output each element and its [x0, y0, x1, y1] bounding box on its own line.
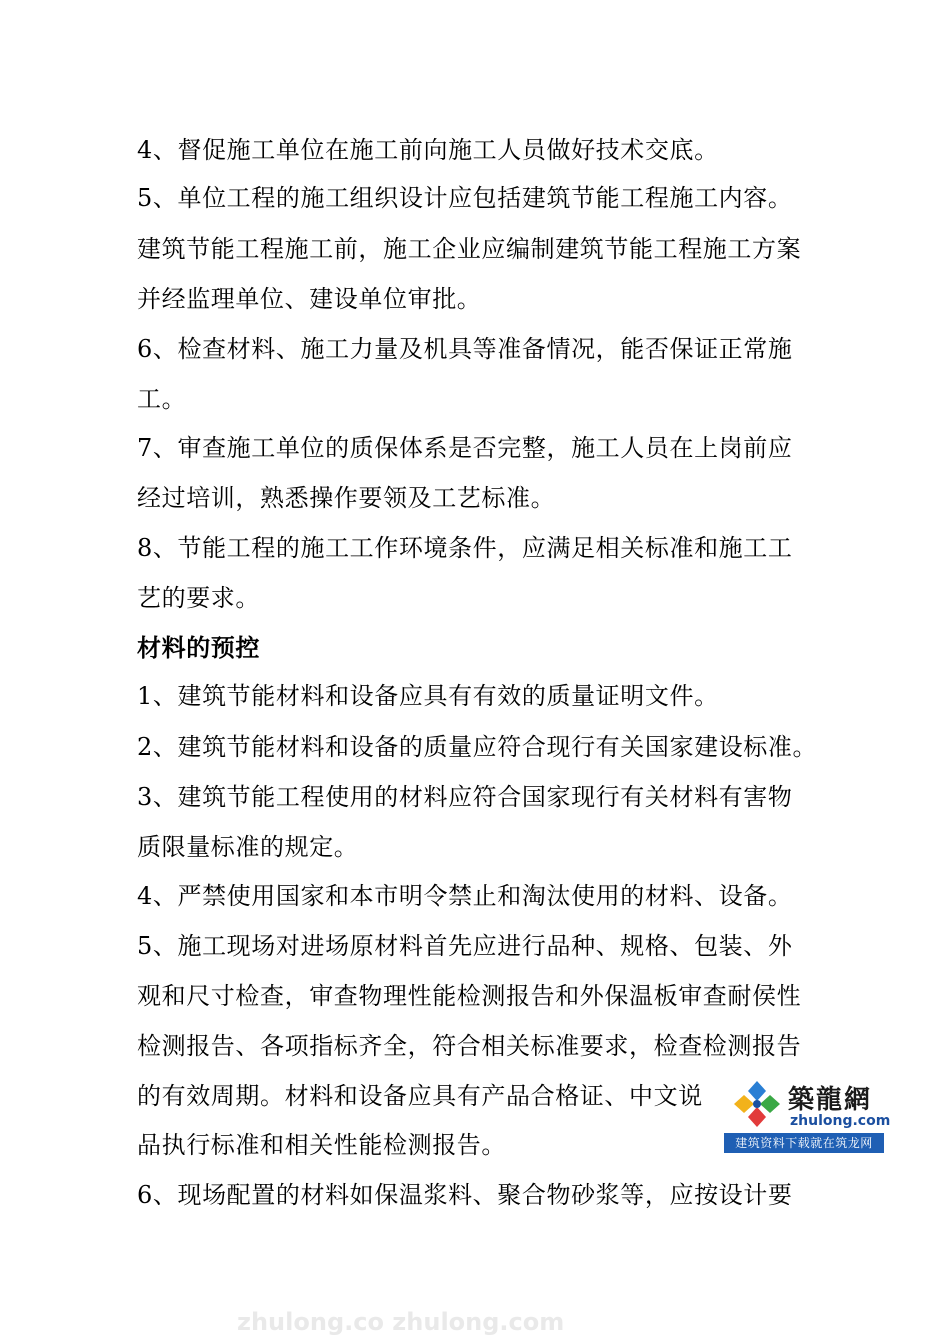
- text-line: 的有效周期。材料和设备应具有产品合格证、中文说: [137, 1082, 703, 1110]
- zhulong-logo: [724, 1075, 891, 1155]
- text-line: 3、建筑节能工程使用的材料应符合国家现行有关材料有害物: [137, 783, 793, 811]
- text-line: 7、审查施工单位的质保体系是否完整，施工人员在上岗前应: [137, 434, 793, 462]
- bottom-watermark: zhulong.co zhulong.com: [237, 1308, 565, 1336]
- text-line: 5、单位工程的施工组织设计应包括建筑节能工程施工内容。: [137, 184, 793, 212]
- text-line: 4、督促施工单位在施工前向施工人员做好技术交底。: [137, 136, 719, 164]
- logo-english-text: zhulong.com: [790, 1113, 891, 1129]
- text-line: 并经监理单位、建设单位审批。: [137, 285, 482, 313]
- text-line: 品执行标准和相关性能检测报告。: [137, 1131, 506, 1159]
- text-line: 4、严禁使用国家和本市明令禁止和淘汰使用的材料、设备。: [137, 882, 793, 910]
- logo-chinese-text: 築龍網: [788, 1085, 873, 1115]
- text-line: 2、建筑节能材料和设备的质量应符合现行有关国家建设标准。: [137, 733, 818, 761]
- logo-tagline: 建筑资料下载就在筑龙网: [724, 1133, 884, 1153]
- text-line: 1、建筑节能材料和设备应具有有效的质量证明文件。: [137, 682, 719, 710]
- zhulong-logo-icon: [730, 1079, 784, 1129]
- text-line: 6、检查材料、施工力量及机具等准备情况，能否保证正常施: [137, 335, 793, 363]
- text-line: 建筑节能工程施工前，施工企业应编制建筑节能工程施工方案: [137, 235, 802, 263]
- text-line: 艺的要求。: [137, 584, 260, 612]
- text-line: 经过培训，熟悉操作要领及工艺标准。: [137, 484, 556, 512]
- text-line: 检测报告、各项指标齐全，符合相关标准要求，检查检测报告: [137, 1032, 802, 1060]
- text-line: 质限量标准的规定。: [137, 833, 359, 861]
- text-line: 5、施工现场对进场原材料首先应进行品种、规格、包装、外: [137, 932, 793, 960]
- text-line: 6、现场配置的材料如保温浆料、聚合物砂浆等，应按设计要: [137, 1181, 793, 1209]
- section-heading: 材料的预控: [137, 634, 260, 662]
- text-line: 观和尺寸检查，审查物理性能检测报告和外保温板审查耐侯性: [137, 982, 802, 1010]
- text-line: 8、节能工程的施工工作环境条件，应满足相关标准和施工工: [137, 534, 793, 562]
- text-line: 工。: [137, 385, 187, 413]
